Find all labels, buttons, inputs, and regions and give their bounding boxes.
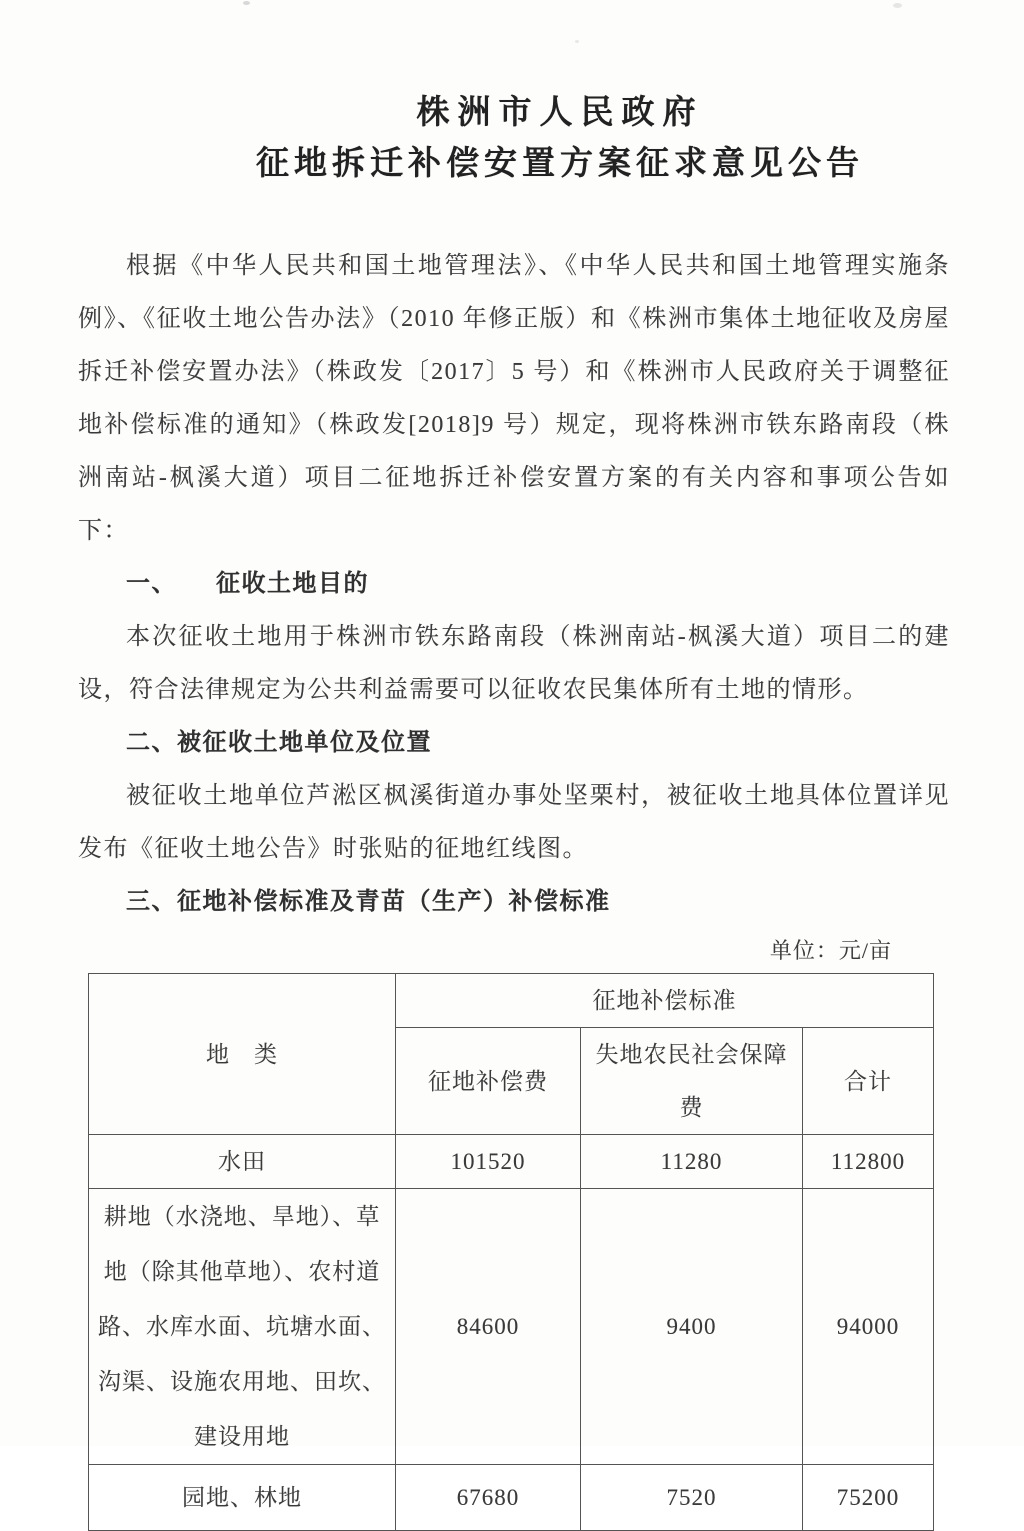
section1-heading: 一、 征收土地目的 <box>126 571 369 597</box>
document-title <box>0 88 1024 190</box>
section2-paragraph: 被征收土地单位芦淞区枫溪街道办事处坚栗村，被征收土地具体位置详见发布《征收土地公告》时张贴的征地红线图。 <box>78 783 950 862</box>
cell-total: 75200 <box>803 1465 934 1531</box>
cell-land-type: 耕地（水浇地、旱地）、草地（除其他草地）、农村道路、水库水面、坑塘水面、沟渠、设施农用地、田坎、建设用地 <box>89 1189 396 1465</box>
compensation-standards-table <box>88 973 934 1531</box>
scan-artifact <box>575 40 579 43</box>
table-header-row-1 <box>89 974 934 1028</box>
cell-social-security: 7520 <box>581 1465 803 1531</box>
cell-compensation: 67680 <box>396 1465 581 1531</box>
table-row <box>89 1465 934 1531</box>
header-social-security: 失地农民社会保障费 <box>581 1028 803 1135</box>
intro-paragraph: 根据《中华人民共和国土地管理法》、《中华人民共和国土地管理实施条例》、《征收土地公告办法》（2010 年修正版）和《株洲市集体土地征收及房屋拆迁补偿安置办法》（株政发〔2017〕5 号）和《株洲市人民政府关于调整征地补偿标准的通知》（株政发[2018]9 号）规定，现将株洲市铁东路南段（株洲南站-枫溪大道）项目二征地拆迁补偿安置方案的有关内容和事项公告如下： <box>78 253 950 544</box>
cell-social-security: 11280 <box>581 1135 803 1189</box>
table-unit-label: 单位：元/亩 <box>769 938 892 963</box>
scan-artifact <box>893 3 902 8</box>
cell-social-security: 9400 <box>581 1189 803 1465</box>
cell-total: 112800 <box>803 1135 934 1189</box>
cell-compensation: 84600 <box>396 1189 581 1465</box>
header-land-type: 地 类 <box>89 974 396 1135</box>
cell-compensation: 101520 <box>396 1135 581 1189</box>
table-row <box>89 1135 934 1189</box>
cell-total: 94000 <box>803 1189 934 1465</box>
cell-land-type: 园地、林地 <box>89 1465 396 1531</box>
section1-paragraph: 本次征收土地用于株洲市铁东路南段（株洲南站-枫溪大道）项目二的建设，符合法律规定为公共利益需要可以征收农民集体所有土地的情形。 <box>78 624 950 703</box>
title-line-2: 征地拆迁补偿安置方案征求意见公告 <box>256 146 864 182</box>
document-body <box>78 240 950 1531</box>
title-line-1: 株洲市人民政府 <box>416 95 704 131</box>
header-group: 征地补偿标准 <box>396 974 934 1028</box>
section2-heading: 二、被征收土地单位及位置 <box>126 730 432 756</box>
header-total: 合计 <box>803 1028 934 1135</box>
scan-artifact <box>243 1 250 5</box>
header-compensation: 征地补偿费 <box>396 1028 581 1135</box>
cell-land-type: 水田 <box>89 1135 396 1189</box>
section3-heading: 三、征地补偿标准及青苗（生产）补偿标准 <box>126 889 611 915</box>
table-row <box>89 1189 934 1465</box>
